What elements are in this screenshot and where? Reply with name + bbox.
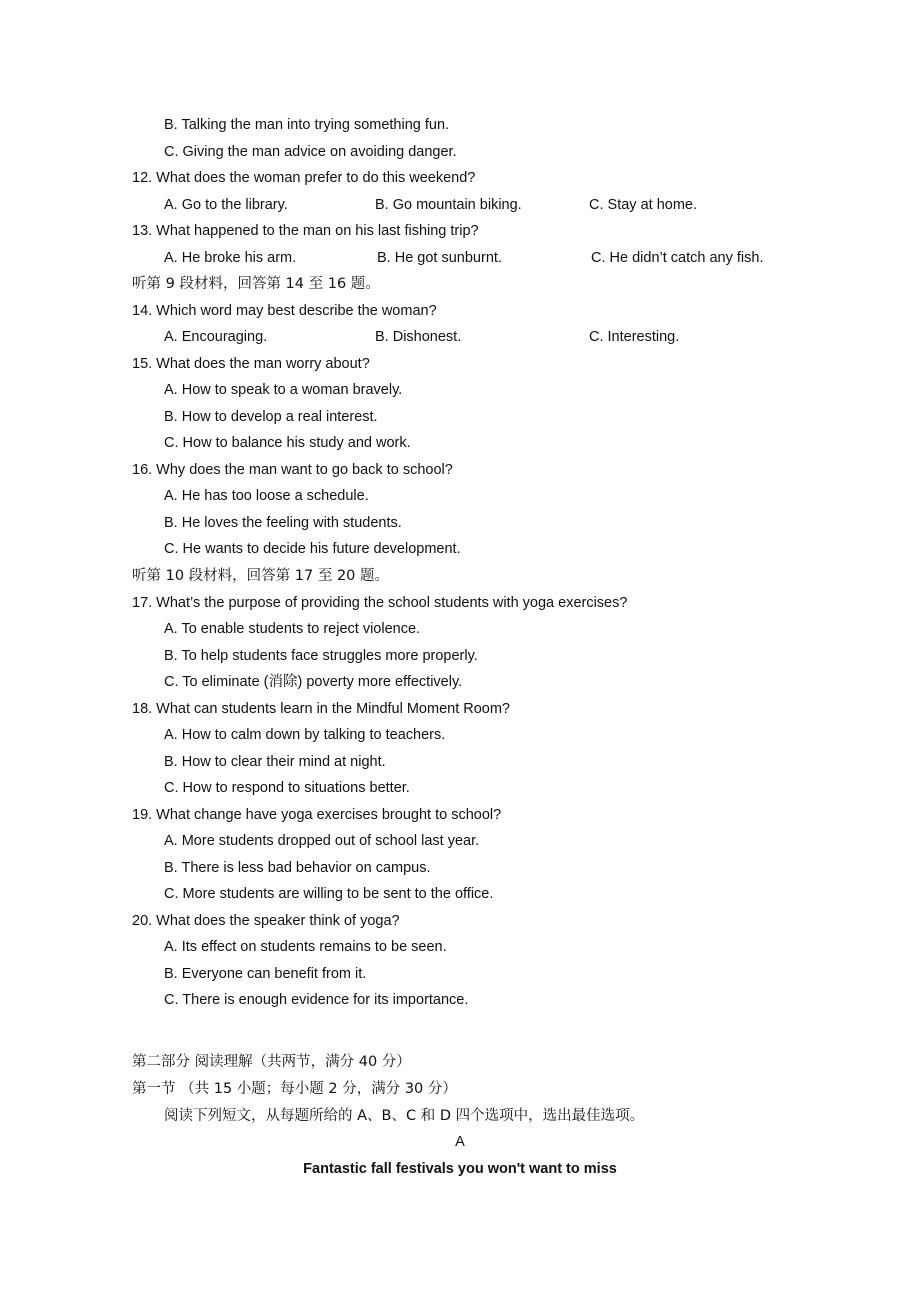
question-12: 12. What does the woman prefer to do this weekend? — [132, 170, 476, 186]
option-c-q16: C. He wants to decide his future development. — [164, 541, 461, 557]
options-q14 — [0, 328, 920, 346]
option-b: B. Dishonest. — [375, 329, 462, 345]
reading-instruction: 阅读下列短文，从每题所给的 A、B、C 和 D 四个选项中，选出最佳选项。 — [164, 1108, 645, 1124]
option-a: A. Go to the library. — [164, 197, 288, 213]
option-b-q16: B. He loves the feeling with students. — [164, 515, 402, 531]
option-c: C. Stay at home. — [589, 197, 697, 213]
option-c-q15: C. How to balance his study and work. — [164, 435, 411, 451]
question-16: 16. Why does the man want to go back to school? — [132, 462, 453, 478]
section-one-heading: 第一节 （共 15 小题；每小题 2 分，满分 30 分） — [132, 1081, 457, 1097]
option-b-q18: B. How to clear their mind at night. — [164, 754, 386, 770]
part-two-heading: 第二部分 阅读理解（共两节，满分 40 分） — [132, 1054, 411, 1070]
option-b-q15: B. How to develop a real interest. — [164, 409, 378, 425]
option-c-q18: C. How to respond to situations better. — [164, 780, 410, 796]
option-b-q19: B. There is less bad behavior on campus. — [164, 860, 431, 876]
option-b: B. Go mountain biking. — [375, 197, 522, 213]
question-20: 20. What does the speaker think of yoga? — [132, 913, 400, 929]
option-c-q17: C. To eliminate (消除) poverty more effectively. — [164, 674, 463, 690]
option-c: C. Interesting. — [589, 329, 680, 345]
passage-title: Fantastic fall festivals you won't want to miss — [303, 1161, 617, 1177]
option-b-q17: B. To help students face struggles more properly. — [164, 648, 478, 664]
option-a-q18: A. How to calm down by talking to teachers. — [164, 727, 446, 743]
option-c-q20: C. There is enough evidence for its importance. — [164, 992, 469, 1008]
options-q12 — [0, 196, 920, 214]
option-a-q16: A. He has too loose a schedule. — [164, 488, 369, 504]
question-15: 15. What does the man worry about? — [132, 356, 370, 372]
question-13: 13. What happened to the man on his last fishing trip? — [132, 223, 479, 239]
option-a: A. Encouraging. — [164, 329, 268, 345]
section-instruction-9: 听第 9 段材料，回答第 14 至 16 题。 — [132, 276, 380, 292]
option-a: A. He broke his arm. — [164, 250, 297, 266]
option-c-q19: C. More students are willing to be sent to the office. — [164, 886, 494, 902]
option-c-q11: C. Giving the man advice on avoiding danger. — [164, 144, 457, 160]
option-a-q19: A. More students dropped out of school last year. — [164, 833, 480, 849]
option-c: C. He didn’t catch any fish. — [591, 250, 764, 266]
option-a-q17: A. To enable students to reject violence. — [164, 621, 421, 637]
question-14: 14. Which word may best describe the woman? — [132, 303, 437, 319]
option-b: B. He got sunburnt. — [377, 250, 502, 266]
question-17: 17. What’s the purpose of providing the school students with yoga exercises? — [132, 595, 628, 611]
option-a-q20: A. Its effect on students remains to be seen. — [164, 939, 447, 955]
question-18: 18. What can students learn in the Mindful Moment Room? — [132, 701, 510, 717]
option-b-q11: B. Talking the man into trying something fun. — [164, 117, 450, 133]
question-19: 19. What change have yoga exercises brought to school? — [132, 807, 502, 823]
passage-letter: A — [455, 1134, 465, 1150]
option-a-q15: A. How to speak to a woman bravely. — [164, 382, 403, 398]
option-b-q20: B. Everyone can benefit from it. — [164, 966, 367, 982]
options-q13 — [0, 249, 920, 267]
section-instruction-10: 听第 10 段材料，回答第 17 至 20 题。 — [132, 568, 390, 584]
